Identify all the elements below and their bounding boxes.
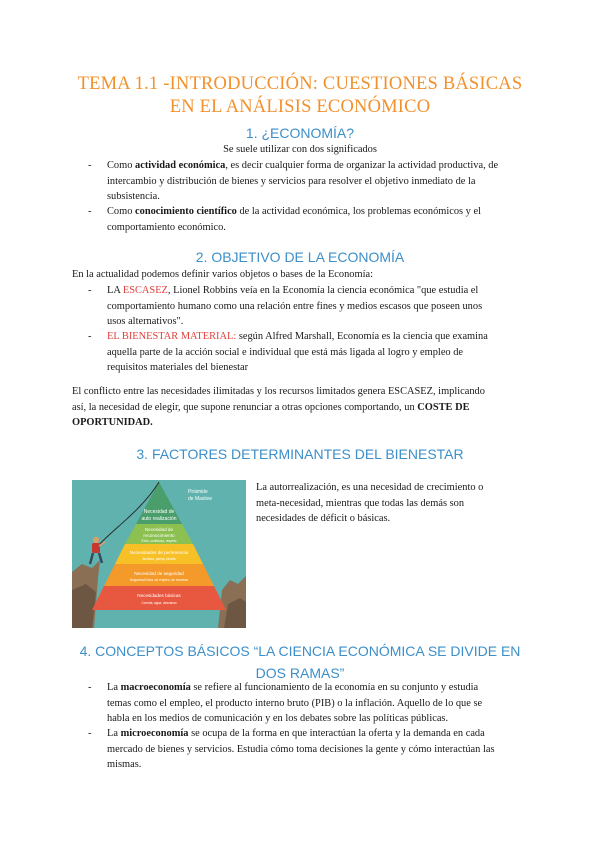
- list-item-line: subsistencia.: [107, 191, 160, 202]
- level-label: auto realización: [141, 516, 177, 522]
- item-lead: La: [107, 682, 121, 693]
- paragraph-line: meta-necesidad, mientras que todas las demás son: [256, 497, 465, 509]
- item-text: según Alfred Marshall, Economía es la ciencia que examina: [236, 331, 488, 342]
- list-item-line: temas como el empleo, el producto interno bruto (PIB) o la inflación. Aquello de lo que se: [107, 697, 483, 709]
- level-sublabel: Éxito, confianza, respeto: [141, 539, 177, 543]
- item-text: , Lionel Robbins veía en la Economía la ciencia económica "que estudia el: [167, 285, 479, 296]
- rock-left-shadow: [72, 584, 96, 628]
- pyramid-graphic: [72, 480, 246, 628]
- list-item-line: aquella parte de la acción social e individual que está más ligada al logro y empleo de: [107, 346, 464, 358]
- pyramid-title: de Maslow: [188, 496, 212, 502]
- level-sublabel: Seguridad física, de empleo, de recursos: [130, 578, 188, 582]
- item-highlight-term: ESCASEZ: [122, 285, 168, 296]
- maslow-pyramid-image: [72, 480, 246, 628]
- list-item-line: comportamiento humano como una relación entre fines y medios escasos que poseen unos: [107, 300, 483, 312]
- bullet-marker: -: [88, 728, 92, 739]
- list-item-line: intercambio y distribución de bienes y servicios para resolver el objetivo inmediato de la: [107, 175, 476, 187]
- item-lead: LA: [107, 285, 123, 296]
- level-label: Necesidad de seguridad: [134, 571, 184, 576]
- heading-line: DOS RAMAS”: [255, 665, 345, 681]
- level-label: Necesidades básicas: [137, 593, 181, 598]
- item-lead: Como: [107, 160, 136, 171]
- paragraph-line: [72, 415, 530, 431]
- item-text: de la actividad económica, los problemas económicos y el: [236, 206, 481, 217]
- bullet-marker: -: [88, 206, 92, 217]
- bullet-marker: -: [88, 160, 92, 171]
- level-label: Necesidad de: [144, 527, 174, 532]
- section-3-heading: 3. FACTORES DETERMINANTES DEL BIENESTAR: [136, 446, 464, 462]
- list-item-line: [107, 680, 527, 696]
- paragraph-line: necesidades de déficit o básicas.: [256, 513, 391, 524]
- bold-term: OPORTUNIDAD.: [72, 417, 153, 428]
- bullet-marker: -: [88, 285, 92, 296]
- list-item-line: mismas.: [107, 759, 142, 770]
- section-2-heading: 2. OBJETIVO DE LA ECONOMÍA: [195, 249, 405, 265]
- item-text: , es decir cualquier forma de organizar la actividad productiva, de: [225, 160, 499, 171]
- item-bold-term: actividad económica: [135, 160, 226, 171]
- section-1-intro: Se suele utilizar con dos significados: [223, 144, 377, 155]
- item-lead: La: [107, 728, 121, 739]
- list-item-conocimiento: [107, 204, 527, 235]
- list-item-line: requisitos materiales del bienestar: [107, 362, 249, 373]
- section-2-intro: En la actualidad podemos definir varios objetos o bases de la Economía:: [72, 269, 373, 280]
- item-bold-term: microeconomía: [120, 728, 189, 739]
- list-item-actividad: [107, 158, 527, 205]
- paragraph-line: La autorrealización, es una necesidad de crecimiento o: [256, 482, 484, 493]
- list-item-line: comportamiento económico.: [107, 221, 226, 233]
- bullet-marker: -: [88, 682, 92, 693]
- pyramid-level-physiological: [92, 586, 226, 610]
- list-item-line: [107, 726, 527, 742]
- section-4-heading: [72, 640, 528, 684]
- document-title: [60, 73, 540, 119]
- item-lead: Como: [107, 206, 136, 217]
- level-label: Necesidad de: [143, 509, 175, 515]
- list-item-bienestar: [107, 329, 527, 376]
- list-item-line: [107, 204, 527, 220]
- list-item-line: [107, 329, 527, 345]
- section-3-text: [256, 480, 528, 527]
- section-2-conclusion: [72, 384, 530, 431]
- level-sublabel: Amistad, pareja, familia: [142, 557, 176, 561]
- item-bold-term: macroeconomía: [120, 682, 191, 693]
- level-sublabel: Comida, agua, descanso: [141, 601, 177, 605]
- level-label: Necesidades de pertenencia: [129, 550, 189, 555]
- section-1-heading: 1. ¿ECONOMÍA?: [245, 125, 355, 141]
- paragraph-text: así, la necesidad de elegir, que supone renunciar a otras opciones comportando, un: [72, 401, 418, 413]
- item-text: se ocupa de la forma en que interactúan la oferta y la demanda en cada: [188, 728, 485, 739]
- item-text: se refiere al funcionamiento de la economía en su conjunto y estudia: [190, 682, 479, 693]
- heading-line: 4. CONCEPTOS BÁSICOS “LA CIENCIA ECONÓMICA SE DIVIDE EN: [79, 643, 521, 659]
- list-item-escasez: [107, 283, 527, 330]
- pyramid-title: Pirámide: [188, 489, 208, 495]
- title-line-2: EN EL ANÁLISIS ECONÓMICO: [169, 97, 431, 117]
- list-item-line: usos alternativos".: [107, 316, 184, 327]
- item-bold-term: conocimiento científico: [135, 206, 237, 217]
- item-highlight-term: EL BIENESTAR MATERIAL:: [107, 331, 237, 342]
- list-item-macroeconomia: [107, 680, 527, 727]
- bullet-marker: -: [88, 331, 92, 342]
- paragraph-line: El conflicto entre las necesidades ilimitadas y los recursos limitados genera ESCASEZ, implicando: [72, 386, 485, 397]
- title-line-1: TEMA 1.1 -INTRODUCCIÓN: CUESTIONES BÁSICAS: [77, 74, 523, 94]
- paragraph-line: [72, 400, 530, 416]
- list-item-line: [107, 158, 527, 174]
- list-item-line: [107, 283, 527, 299]
- list-item-microeconomia: [107, 726, 527, 773]
- list-item-line: mercado de bienes y servicios. Estudia cómo toma decisiones la gente y cómo interactúan las: [107, 743, 495, 755]
- level-label: reconocimiento: [143, 533, 175, 538]
- bold-term: COSTE DE: [417, 401, 470, 413]
- list-item-line: habla en los medios de comunicación y en los debates sobre las políticas públicas.: [107, 713, 449, 724]
